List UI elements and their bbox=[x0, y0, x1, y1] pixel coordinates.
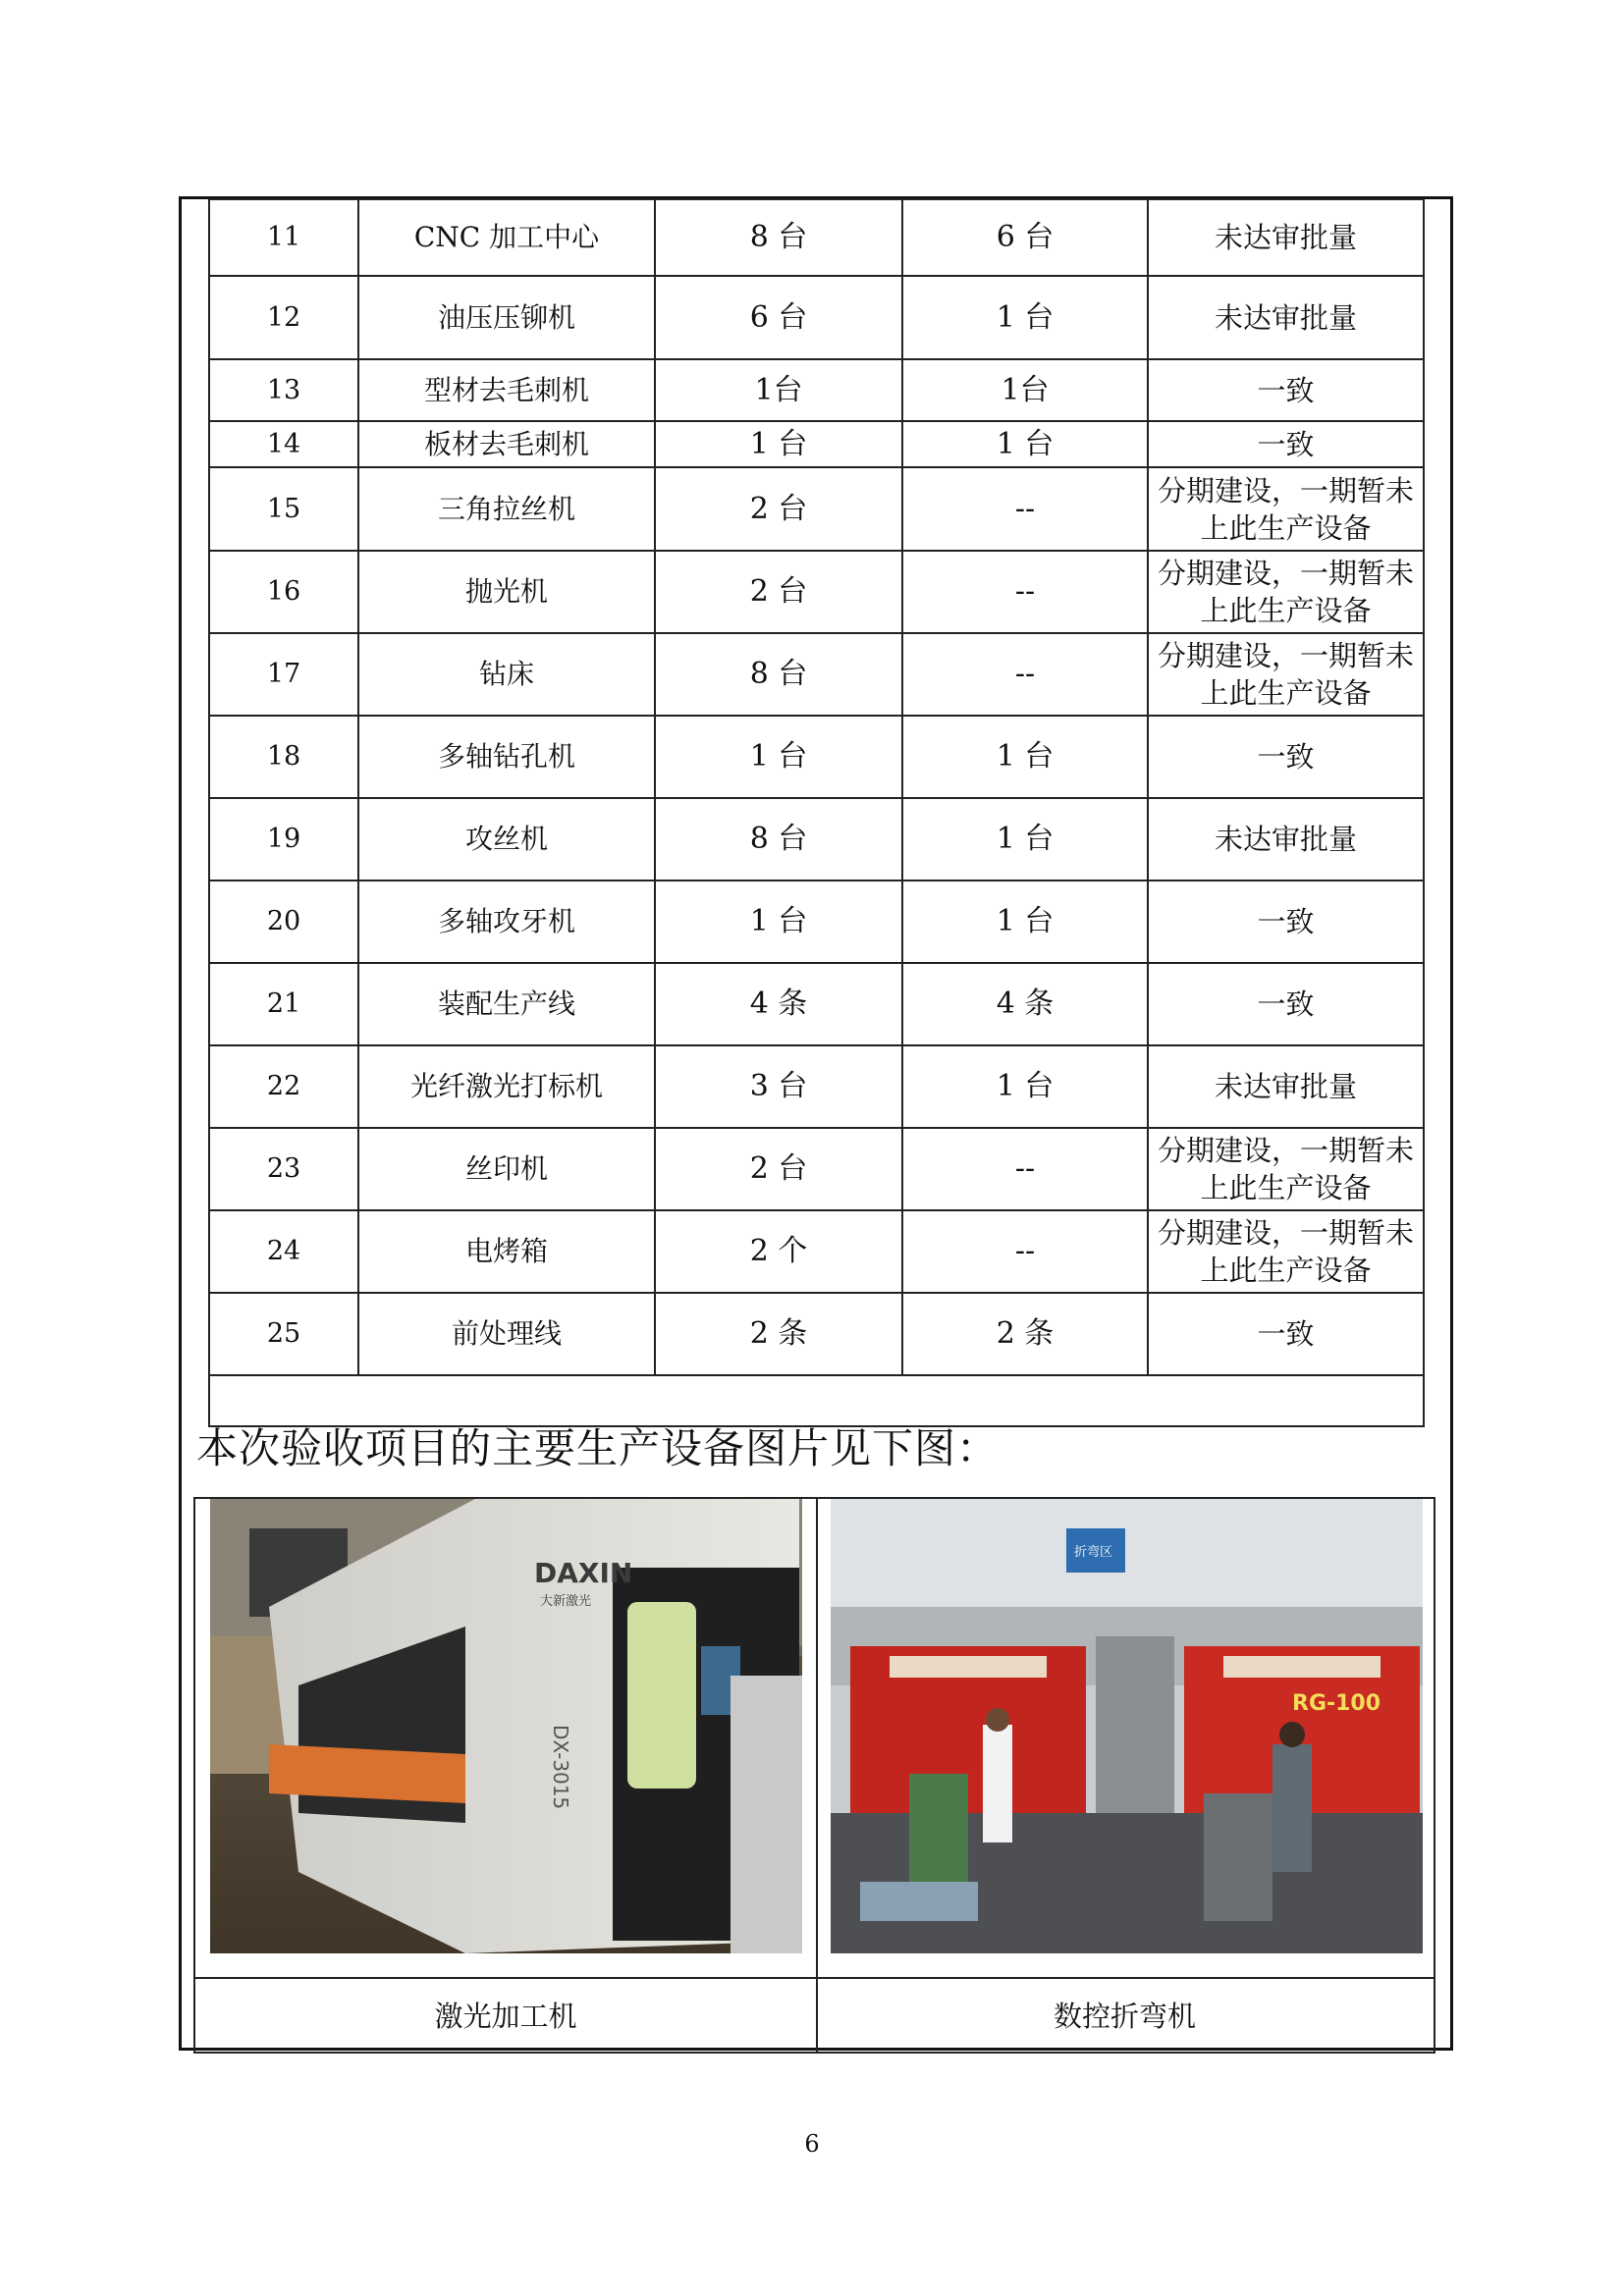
area-sign-text: 折弯区 bbox=[1074, 1545, 1113, 1560]
approved-quantity: 2 台 bbox=[655, 467, 902, 551]
equipment-name: CNC 加工中心 bbox=[358, 199, 655, 276]
table-row bbox=[209, 716, 1424, 798]
photo-label-laser: 激光加工机 bbox=[195, 1979, 818, 2054]
actual-quantity: 1 台 bbox=[902, 798, 1148, 881]
equipment-name: 多轴攻牙机 bbox=[358, 881, 655, 963]
actual-quantity: -- bbox=[902, 467, 1148, 551]
table-row bbox=[209, 467, 1424, 551]
photo-table bbox=[193, 1497, 1435, 2054]
equipment-name: 丝印机 bbox=[358, 1128, 655, 1210]
remark: 分期建设，一期暂未上此生产设备 bbox=[1148, 551, 1424, 633]
approved-quantity: 1 台 bbox=[655, 881, 902, 963]
actual-quantity: -- bbox=[902, 1128, 1148, 1210]
row-number: 24 bbox=[209, 1210, 358, 1293]
approved-quantity: 3 台 bbox=[655, 1045, 902, 1128]
equipment-name: 前处理线 bbox=[358, 1293, 655, 1375]
equipment-name: 抛光机 bbox=[358, 551, 655, 633]
table-row bbox=[209, 881, 1424, 963]
equipment-name: 电烤箱 bbox=[358, 1210, 655, 1293]
actual-quantity: 1 台 bbox=[902, 276, 1148, 359]
row-number: 21 bbox=[209, 963, 358, 1045]
table-row bbox=[209, 276, 1424, 359]
remark: 未达审批量 bbox=[1148, 276, 1424, 359]
photo-label-bender: 数控折弯机 bbox=[1053, 2000, 1196, 2033]
equipment-name: 装配生产线 bbox=[358, 963, 655, 1045]
table-row bbox=[209, 1210, 1424, 1293]
photo-cell-bender bbox=[816, 1499, 1434, 1977]
equipment-name: 钻床 bbox=[358, 633, 655, 716]
photo-label-row bbox=[195, 1977, 1434, 2054]
actual-quantity: 1 台 bbox=[902, 881, 1148, 963]
actual-quantity: -- bbox=[902, 633, 1148, 716]
empty-row bbox=[209, 1375, 1424, 1426]
row-number: 22 bbox=[209, 1045, 358, 1128]
row-number: 25 bbox=[209, 1293, 358, 1375]
approved-quantity: 2 个 bbox=[655, 1210, 902, 1293]
remark: 分期建设，一期暂未上此生产设备 bbox=[1148, 1128, 1424, 1210]
actual-quantity: 4 条 bbox=[902, 963, 1148, 1045]
approved-quantity: 6 台 bbox=[655, 276, 902, 359]
photo-cell-laser bbox=[195, 1499, 818, 1977]
approved-quantity: 2 台 bbox=[655, 1128, 902, 1210]
svg-text:大新激光: 大新激光 bbox=[540, 1594, 592, 1609]
remark: 一致 bbox=[1148, 963, 1424, 1045]
model-text: DX-3015 bbox=[549, 1725, 572, 1810]
brand-logo-text: DAXIN bbox=[534, 1557, 633, 1589]
approved-quantity: 2 台 bbox=[655, 551, 902, 633]
table-row bbox=[209, 963, 1424, 1045]
machine-model-text: RG-100 bbox=[1292, 1691, 1381, 1716]
remark: 未达审批量 bbox=[1148, 1045, 1424, 1128]
equipment-name: 型材去毛刺机 bbox=[358, 359, 655, 421]
photo-caption: 本次验收项目的主要生产设备图片见下图： bbox=[196, 1424, 1000, 1472]
approved-quantity: 1 台 bbox=[655, 421, 902, 467]
remark: 未达审批量 bbox=[1148, 199, 1424, 276]
remark: 一致 bbox=[1148, 1293, 1424, 1375]
remark: 一致 bbox=[1148, 359, 1424, 421]
approved-quantity: 2 条 bbox=[655, 1293, 902, 1375]
equipment-name: 板材去毛刺机 bbox=[358, 421, 655, 467]
row-number: 17 bbox=[209, 633, 358, 716]
table-row bbox=[209, 1045, 1424, 1128]
row-number: 23 bbox=[209, 1128, 358, 1210]
equipment-name: 攻丝机 bbox=[358, 798, 655, 881]
remark: 分期建设，一期暂未上此生产设备 bbox=[1148, 633, 1424, 716]
approved-quantity: 8 台 bbox=[655, 199, 902, 276]
row-number: 12 bbox=[209, 276, 358, 359]
remark: 一致 bbox=[1148, 421, 1424, 467]
row-number: 19 bbox=[209, 798, 358, 881]
actual-quantity: 6 台 bbox=[902, 199, 1148, 276]
approved-quantity: 1台 bbox=[655, 359, 902, 421]
equipment-name: 油压压铆机 bbox=[358, 276, 655, 359]
table-row bbox=[209, 359, 1424, 421]
row-number: 14 bbox=[209, 421, 358, 467]
equipment-table bbox=[208, 198, 1425, 1427]
actual-quantity: 1 台 bbox=[902, 716, 1148, 798]
table-row bbox=[209, 798, 1424, 881]
actual-quantity: 1 台 bbox=[902, 421, 1148, 467]
actual-quantity: 1 台 bbox=[902, 1045, 1148, 1128]
row-number: 18 bbox=[209, 716, 358, 798]
approved-quantity: 8 台 bbox=[655, 633, 902, 716]
table-row bbox=[209, 551, 1424, 633]
remark: 分期建设，一期暂未上此生产设备 bbox=[1148, 467, 1424, 551]
laser-machine-photo bbox=[210, 1499, 802, 1953]
table-row bbox=[209, 199, 1424, 276]
actual-quantity: -- bbox=[902, 1210, 1148, 1293]
remark: 未达审批量 bbox=[1148, 798, 1424, 881]
row-number: 13 bbox=[209, 359, 358, 421]
table-row bbox=[209, 421, 1424, 467]
page-number: 6 bbox=[804, 2130, 820, 2158]
actual-quantity: 1台 bbox=[902, 359, 1148, 421]
remark: 一致 bbox=[1148, 881, 1424, 963]
row-number: 20 bbox=[209, 881, 358, 963]
approved-quantity: 8 台 bbox=[655, 798, 902, 881]
table-row bbox=[209, 1128, 1424, 1210]
row-number: 11 bbox=[209, 199, 358, 276]
equipment-name: 光纤激光打标机 bbox=[358, 1045, 655, 1128]
remark: 分期建设，一期暂未上此生产设备 bbox=[1148, 1210, 1424, 1293]
row-number: 15 bbox=[209, 467, 358, 551]
empty-cell bbox=[209, 1375, 1424, 1426]
press-brake-photo bbox=[831, 1499, 1423, 1953]
actual-quantity: 2 条 bbox=[902, 1293, 1148, 1375]
row-number: 16 bbox=[209, 551, 358, 633]
approved-quantity: 1 台 bbox=[655, 716, 902, 798]
remark: 一致 bbox=[1148, 716, 1424, 798]
actual-quantity: -- bbox=[902, 551, 1148, 633]
table-row bbox=[209, 1293, 1424, 1375]
equipment-name: 多轴钻孔机 bbox=[358, 716, 655, 798]
approved-quantity: 4 条 bbox=[655, 963, 902, 1045]
table-row bbox=[209, 633, 1424, 716]
equipment-name: 三角拉丝机 bbox=[358, 467, 655, 551]
